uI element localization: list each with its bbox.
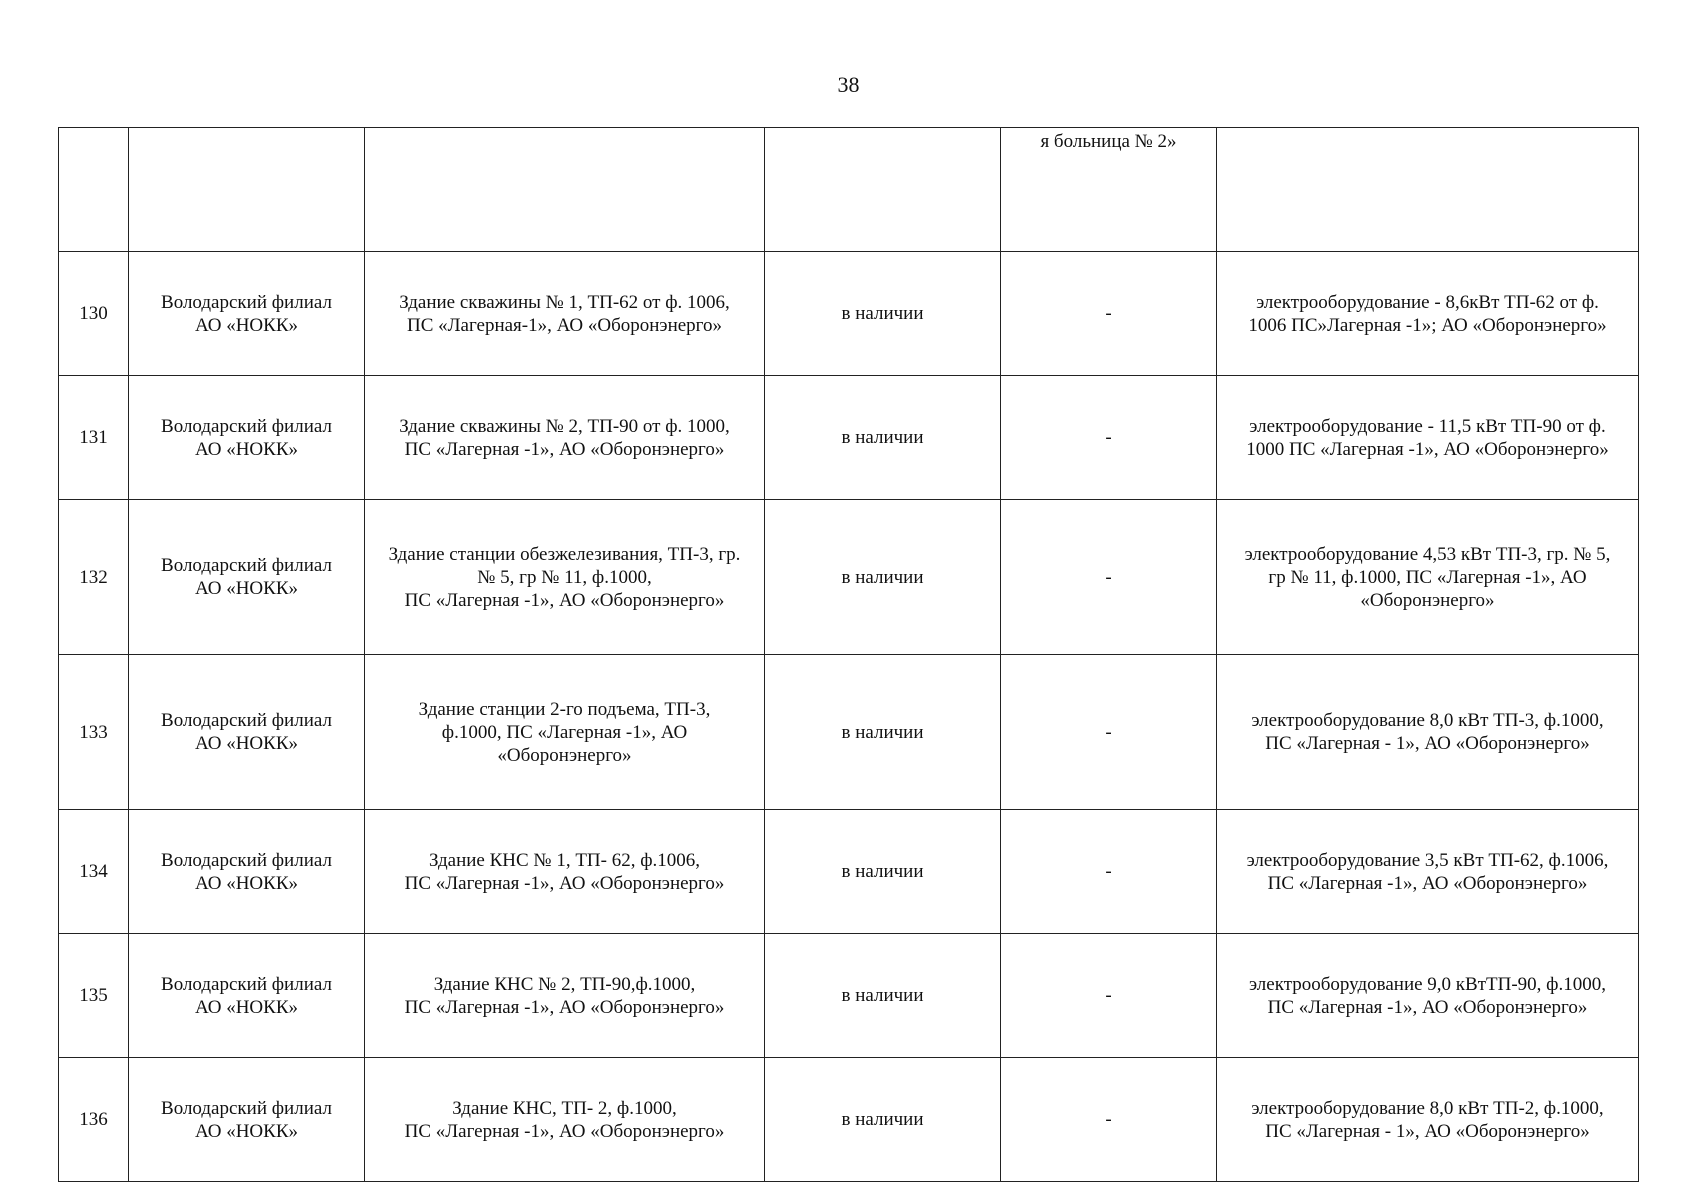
cell-equipment	[1217, 252, 1639, 376]
cell-line: Здание скважины № 2, ТП-90 от ф. 1000,	[399, 415, 730, 437]
cell-org	[129, 376, 365, 500]
cell-line: Володарский филиал	[161, 1097, 332, 1119]
cell-line: АО «НОКК»	[194, 872, 299, 894]
table-row	[59, 376, 1639, 500]
cell-line: Володарский филиал	[161, 415, 332, 437]
cell-num	[59, 128, 129, 252]
cell-status: в наличии	[765, 810, 1001, 934]
cell-equipment	[1217, 376, 1639, 500]
table-row	[59, 934, 1639, 1058]
cell-line: Здание станции 2-го подъема, ТП-3,	[418, 698, 711, 720]
cell-equipment	[1217, 1058, 1639, 1182]
cell-col5: -	[1001, 655, 1217, 810]
cell-col5: -	[1001, 810, 1217, 934]
cell-org	[129, 810, 365, 934]
cell-line: Здание КНС № 1, ТП- 62, ф.1006,	[428, 849, 701, 871]
cell-object	[365, 934, 765, 1058]
cell-line: 1000 ПС «Лагерная -1», АО «Оборонэнерго»	[1246, 438, 1609, 460]
table-body	[59, 128, 1639, 1182]
cell-num: 132	[59, 500, 129, 655]
cell-object	[365, 1058, 765, 1182]
cell-object	[365, 500, 765, 655]
cell-line: электрооборудование - 8,6кВт ТП-62 от ф.	[1256, 291, 1599, 313]
cell-status: в наличии	[765, 376, 1001, 500]
cell-col5: -	[1001, 934, 1217, 1058]
cell-line: электрооборудование 9,0 кВтТП-90, ф.1000,	[1249, 973, 1606, 995]
cell-num: 133	[59, 655, 129, 810]
cell-line: «Оборонэнерго»	[497, 744, 632, 766]
cell-line: АО «НОКК»	[194, 733, 299, 754]
cell-line: АО «НОКК»	[194, 314, 299, 336]
cell-equipment	[1217, 655, 1639, 810]
table-row-continuation	[59, 128, 1639, 252]
cell-line: АО «НОКК»	[194, 438, 299, 460]
cell-line: Володарский филиал	[161, 849, 332, 871]
cell-line: ПС «Лагерная -1», АО «Оборонэнерго»	[1267, 872, 1588, 894]
cell-object	[365, 252, 765, 376]
cell-object	[365, 376, 765, 500]
cell-line: Володарский филиал	[161, 710, 332, 731]
table-row	[59, 500, 1639, 655]
cell-line: ПС «Лагерная -1», АО «Оборонэнерго»	[404, 438, 725, 460]
cell-line: гр № 11, ф.1000, ПС «Лагерная -1», АО	[1268, 566, 1587, 588]
cell-col5: -	[1001, 1058, 1217, 1182]
cell-line: ПС «Лагерная -1», АО «Оборонэнерго»	[404, 872, 725, 894]
cell-line: ПС «Лагерная -1», АО «Оборонэнерго»	[404, 1120, 725, 1142]
cell-org	[129, 128, 365, 252]
cell-col5: -	[1001, 500, 1217, 655]
cell-line: Здание КНС № 2, ТП-90,ф.1000,	[433, 973, 696, 995]
cell-line: АО «НОКК»	[194, 1120, 299, 1142]
cell-object	[365, 810, 765, 934]
table-row	[59, 1058, 1639, 1182]
cell-line: ПС «Лагерная - 1», АО «Оборонэнерго»	[1265, 1120, 1590, 1142]
page-number: 38	[837, 72, 860, 97]
table-row	[59, 655, 1639, 810]
cell-line: Здание скважины № 1, ТП-62 от ф. 1006,	[399, 291, 730, 313]
cell-line: ПС «Лагерная - 1», АО «Оборонэнерго»	[1265, 733, 1590, 754]
cell-line: электрооборудование - 11,5 кВт ТП-90 от ф.	[1249, 415, 1606, 437]
cell-status: в наличии	[765, 252, 1001, 376]
cell-equipment	[1217, 934, 1639, 1058]
cell-col5: я больница № 2»	[1001, 128, 1217, 252]
cell-num: 131	[59, 376, 129, 500]
cell-line: электрооборудование 8,0 кВт ТП-3, ф.1000,	[1251, 710, 1604, 731]
cell-num: 134	[59, 810, 129, 934]
cell-object	[365, 128, 765, 252]
cell-line: электрооборудование 4,53 кВт ТП-3, гр. № 5,	[1244, 543, 1611, 565]
cell-num: 135	[59, 934, 129, 1058]
cell-status: в наличии	[765, 934, 1001, 1058]
cell-org	[129, 500, 365, 655]
cell-line: АО «НОКК»	[194, 578, 299, 599]
cell-equipment	[1217, 128, 1639, 252]
cell-status: в наличии	[765, 655, 1001, 810]
cell-line: Володарский филиал	[161, 973, 332, 995]
cell-num: 130	[59, 252, 129, 376]
cell-line: ПС «Лагерная -1», АО «Оборонэнерго»	[404, 589, 725, 611]
cell-line: № 5, гр № 11, ф.1000,	[477, 566, 652, 588]
table-row	[59, 810, 1639, 934]
cell-object	[365, 655, 765, 810]
cell-org	[129, 934, 365, 1058]
cell-line: ф.1000, ПС «Лагерная -1», АО	[441, 721, 688, 743]
cell-org	[129, 1058, 365, 1182]
cell-status	[765, 128, 1001, 252]
cell-line: «Оборонэнерго»	[1360, 589, 1495, 611]
cell-line: электрооборудование 8,0 кВт ТП-2, ф.1000,	[1251, 1097, 1604, 1119]
cell-org	[129, 252, 365, 376]
cell-line: 1006 ПС»Лагерная -1»; АО «Оборонэнерго»	[1248, 314, 1607, 336]
table-row	[59, 252, 1639, 376]
cell-org	[129, 655, 365, 810]
cell-line: ПС «Лагерная-1», АО «Оборонэнерго»	[407, 314, 722, 336]
cell-equipment	[1217, 810, 1639, 934]
cell-line: Володарский филиал	[161, 291, 332, 313]
cell-line: ПС «Лагерная -1», АО «Оборонэнерго»	[1267, 996, 1588, 1018]
cell-equipment	[1217, 500, 1639, 655]
cell-col5: -	[1001, 376, 1217, 500]
cell-line: Володарский филиал	[161, 555, 332, 576]
cell-line: Здание КНС, ТП- 2, ф.1000,	[452, 1097, 677, 1119]
cell-line: Здание станции обезжелезивания, ТП-3, гр.	[388, 543, 741, 565]
data-table	[58, 127, 1639, 1182]
cell-status: в наличии	[765, 1058, 1001, 1182]
cell-line: электрооборудование 3,5 кВт ТП-62, ф.1006,	[1246, 849, 1609, 871]
cell-status: в наличии	[765, 500, 1001, 655]
cell-col5: -	[1001, 252, 1217, 376]
cell-line: ПС «Лагерная -1», АО «Оборонэнерго»	[404, 996, 725, 1018]
cell-num: 136	[59, 1058, 129, 1182]
cell-line: АО «НОКК»	[194, 996, 299, 1018]
